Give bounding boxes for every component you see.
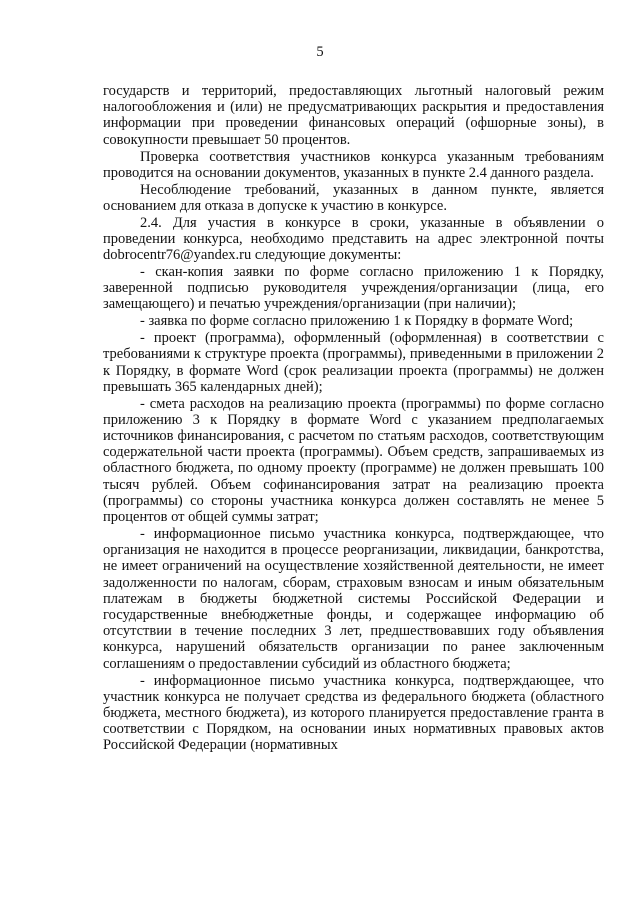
paragraph-noncompliance: Несоблюдение требований, указанных в данном пункте, является основанием для отказа в допуске к участию в конкурсе. [103, 181, 604, 214]
paragraph-2-4: 2.4. Для участия в конкурсе в сроки, указанные в объявлении о проведении конкурса, необходимо представить на адрес электронной почты dobrocentr76@yandex.ru следующие документы: [103, 214, 604, 264]
list-item-estimate: - смета расходов на реализацию проекта (программы) по форме согласно приложению 3 к Порядку в формате Word с указанием предполагаемых источников финансирования, с расчетом по статьям расходов, соответствующим содержательной части проекта (программы). Объем средств, запрашиваемых из областного бюджета, по одному проекту (программе) не должен превышать 100 тысяч рублей. Объем софинансирования затрат на реализацию проекта (программы) со стороны участника конкурса должен составлять не менее 5 процентов от общей суммы затрат; [103, 395, 604, 526]
list-item-scan-copy: - скан-копия заявки по форме согласно приложению 1 к Порядку, заверенной подписью руководителя учреждения/организации (лица, его замещающего) и печатью учреждения/организации (при наличии); [103, 263, 604, 313]
page-number: 5 [316, 44, 324, 60]
paragraph-offshore-continuation: государств и территорий, предоставляющих льготный налоговый режим налогообложения и (или) не предусматривающих раскрытия и предоставления информации при проведении финансовых операций (офшорные зоны), в совокупности превышает 50 процентов. [103, 83, 604, 148]
list-item-application-word: - заявка по форме согласно приложению 1 к Порядку в формате Word; [140, 313, 574, 330]
list-item-info-letter-status: - информационное письмо участника конкурса, подтверждающее, что организация не находится в процессе реорганизации, ликвидации, банкротства, не имеет ограничений на осуществление хозяйственной деятельности, не имеет задолженности по налогам, сборам, страховым взносам и иным обязательным платежам в бюджеты бюджетной системы Российской Федерации и государственные внебюджетные фонды, и содержащее информацию об отсутствии в течение последних 3 лет, предшествовавших году объявления конкурса, нарушений обязательств организации по ранее заключенным соглашениям о предоставлении субсидий из областного бюджета; [103, 525, 604, 672]
list-item-info-letter-funding: - информационное письмо участника конкурса, подтверждающее, что участник конкурса не получает средства из федерального бюджета (областного бюджета, местного бюджета), из которого планируется предоставление гранта в соответствии с Порядком, на основании иных нормативных правовых актов Российской Федерации (нормативных [103, 672, 604, 754]
document-body [103, 83, 604, 754]
paragraph-compliance-check: Проверка соответствия участников конкурса указанным требованиям проводится на основании документов, указанных в пункте 2.4 данного раздела. [103, 148, 604, 181]
list-item-project: - проект (программа), оформленный (оформленная) в соответствии с требованиями к структуре проекта (программы), приведенными в приложении 2 к Порядку, в формате Word (срок реализации проекта (программы) не должен превышать 365 календарных дней); [103, 330, 604, 395]
